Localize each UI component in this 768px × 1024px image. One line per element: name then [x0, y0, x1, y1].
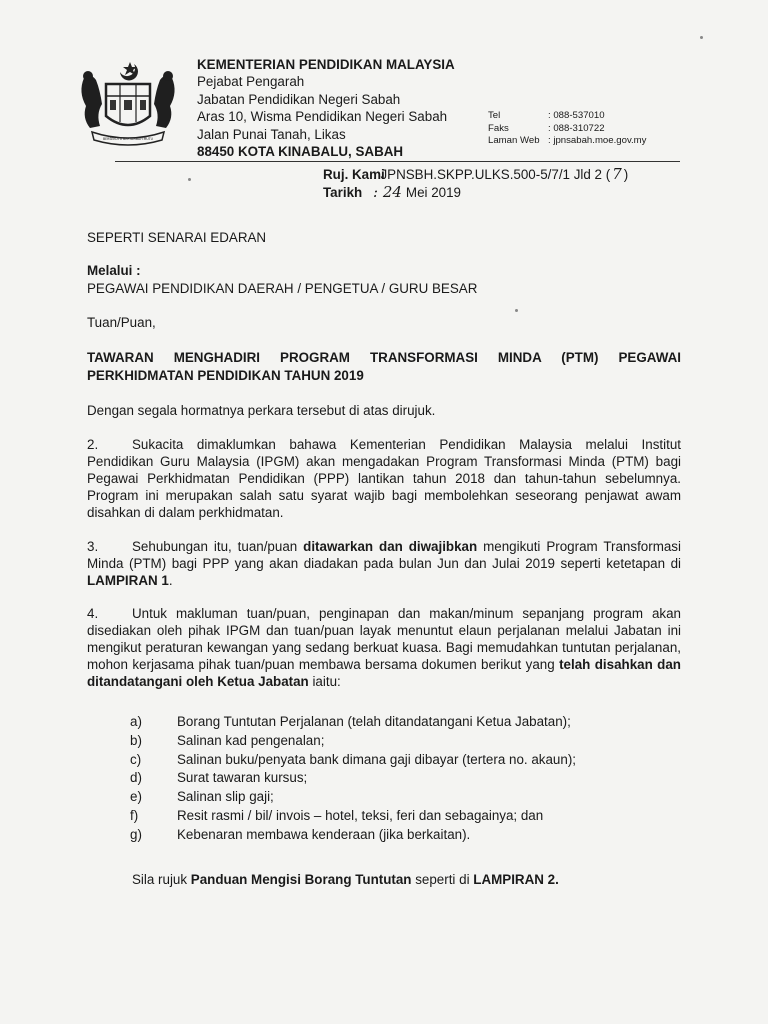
address-line: Jalan Punai Tanah, Likas	[197, 126, 346, 142]
tel-label: Tel	[488, 110, 501, 121]
paragraph-2	[87, 437, 681, 522]
address-line: Pejabat Pengarah	[197, 74, 305, 90]
paragraph-text: iaitu:	[308, 673, 341, 689]
paragraph-3	[87, 539, 681, 590]
recipient-line: SEPERTI SENARAI EDARAN	[87, 230, 267, 245]
punctuation: .	[168, 572, 173, 588]
list-marker: a)	[130, 714, 142, 729]
coat-of-arms-logo	[74, 58, 182, 150]
address-line: Aras 10, Wisma Pendidikan Negeri Sabah	[197, 109, 448, 125]
date-value: Mei 2019	[405, 184, 462, 200]
emphasis-text: telah disahkan dan ditandatangani oleh Ketua Jabatan	[87, 656, 681, 689]
web-value: : jpnsabah.moe.gov.my	[548, 135, 647, 147]
ministry-name: KEMENTERIAN PENDIDIKAN MALAYSIA	[197, 57, 455, 72]
list-item	[130, 732, 576, 751]
closing-text: Sila rujuk	[132, 872, 191, 887]
subject-title: TAWARAN MENGHADIRI PROGRAM TRANSFORMASI MINDA (PTM) PEGAWAI PERKHIDMATAN PENDIDIKAN TAHUN 2019	[87, 350, 681, 383]
closing-line	[132, 872, 692, 889]
ref-handwritten-number: 7	[612, 165, 622, 183]
appendix-ref: LAMPIRAN 2.	[473, 872, 559, 887]
list-marker: g)	[130, 826, 142, 842]
list-item	[130, 807, 576, 826]
list-marker: d)	[130, 770, 142, 786]
contact-block	[488, 110, 646, 148]
date-label: Tarikh	[323, 184, 363, 200]
list-text: Salinan slip gaji;	[177, 789, 274, 805]
paragraph-number: 4.	[87, 606, 99, 621]
emphasis-text: ditawarkan dan diwajibkan	[303, 539, 478, 554]
list-text: Surat tawaran kursus;	[177, 770, 308, 786]
list-item	[130, 751, 576, 770]
fax-label: Faks	[488, 122, 509, 134]
opening-line: Dengan segala hormatnya perkara tersebut di atas dirujuk.	[87, 403, 436, 418]
list-item	[130, 788, 576, 807]
guide-title: Panduan Mengisi Borang Tuntutan	[190, 872, 412, 887]
scan-speck	[188, 178, 191, 181]
header-divider	[115, 161, 680, 162]
list-text: Salinan buku/penyata bank dimana gaji dibayar (tertera no. akaun);	[177, 751, 576, 767]
reference-block	[323, 166, 628, 201]
closing-text: seperti di	[411, 872, 474, 887]
tel-value: : 088-537010	[548, 110, 605, 121]
via-label: Melalui :	[87, 263, 141, 278]
ref-label: Ruj. Kami	[323, 167, 385, 182]
list-text: Borang Tuntutan Perjalanan (telah ditandatangani Ketua Jabatan);	[177, 714, 571, 729]
fax-value: : 088-310722	[548, 122, 605, 134]
list-marker: e)	[130, 789, 142, 805]
list-marker: c)	[130, 751, 142, 767]
ref-close: )	[623, 167, 629, 182]
web-label: Laman Web	[488, 135, 540, 147]
paragraph-text: Sehubungan itu, tuan/puan	[132, 539, 304, 554]
paragraph-text: mengikuti Program Transformasi Minda (PTM) bagi PPP yang akan diadakan pada bulan Jun dan Julai 2019 seperti ketetapan di	[87, 539, 681, 571]
paragraph-number: 2.	[87, 437, 99, 452]
date-handwritten-day: : 24	[373, 182, 402, 201]
list-item	[130, 769, 576, 788]
paragraph-text: Untuk makluman tuan/puan, penginapan dan makan/minum sepanjang program akan disediakan oleh pihak IPGM dan tuan/puan layak menuntut elaun perjalanan melalui Jabatan ini mengikut peraturan kewangan yang sedang berkuat kuasa. Bagi memudahkan tuntutan perjalanan, mohon kerjasama pihak tuan/puan membawa bersama dokumen berikut yang	[87, 606, 681, 672]
paragraph-number: 3.	[87, 539, 99, 554]
list-marker: f)	[130, 807, 139, 823]
via-value: PEGAWAI PENDIDIKAN DAERAH / PENGETUA / GURU BESAR	[87, 281, 478, 296]
list-item	[130, 713, 576, 732]
address-line: Jabatan Pendidikan Negeri Sabah	[197, 91, 401, 107]
paragraph-text: Sukacita dimaklumkan bahawa Kementerian Pendidikan Malaysia melalui Institut Pendidikan Guru Malaysia (IPGM) akan mengadakan Program Transformasi Minda (PTM) bagi Pegawai Perkhidmatan Pendidikan (PPP) lantikan tahun 2018 dan tahun-tahun sebelumnya. Program ini merupakan salah satu syarat wajib bagi membolehkan seseorang penjawat awam disahkan di dalam perkhidmatan.	[87, 437, 681, 520]
paragraph-4	[87, 606, 681, 691]
ref-value: : JPNSBH.SKPP.ULKS.500-5/7/1 Jld 2 (	[373, 167, 611, 182]
list-text: Resit rasmi / bil/ invois – hotel, teksi, feri dan sebagainya; dan	[177, 807, 544, 823]
list-text: Salinan kad pengenalan;	[177, 732, 325, 748]
letterhead-address	[197, 56, 455, 160]
salutation: Tuan/Puan,	[87, 315, 156, 330]
crest-motto: BERSEKUTU BERTAMBAH MUTU	[102, 137, 154, 141]
appendix-ref: LAMPIRAN 1	[87, 572, 169, 588]
scan-speck	[515, 309, 518, 312]
scan-speck	[700, 36, 703, 39]
list-item	[130, 826, 576, 845]
list-text: Kebenaran membawa kenderaan (jika berkaitan).	[177, 826, 471, 842]
postcode-city: 88450 KOTA KINABALU, SABAH	[197, 144, 404, 160]
list-marker: b)	[130, 732, 142, 748]
documents-list	[130, 713, 576, 845]
